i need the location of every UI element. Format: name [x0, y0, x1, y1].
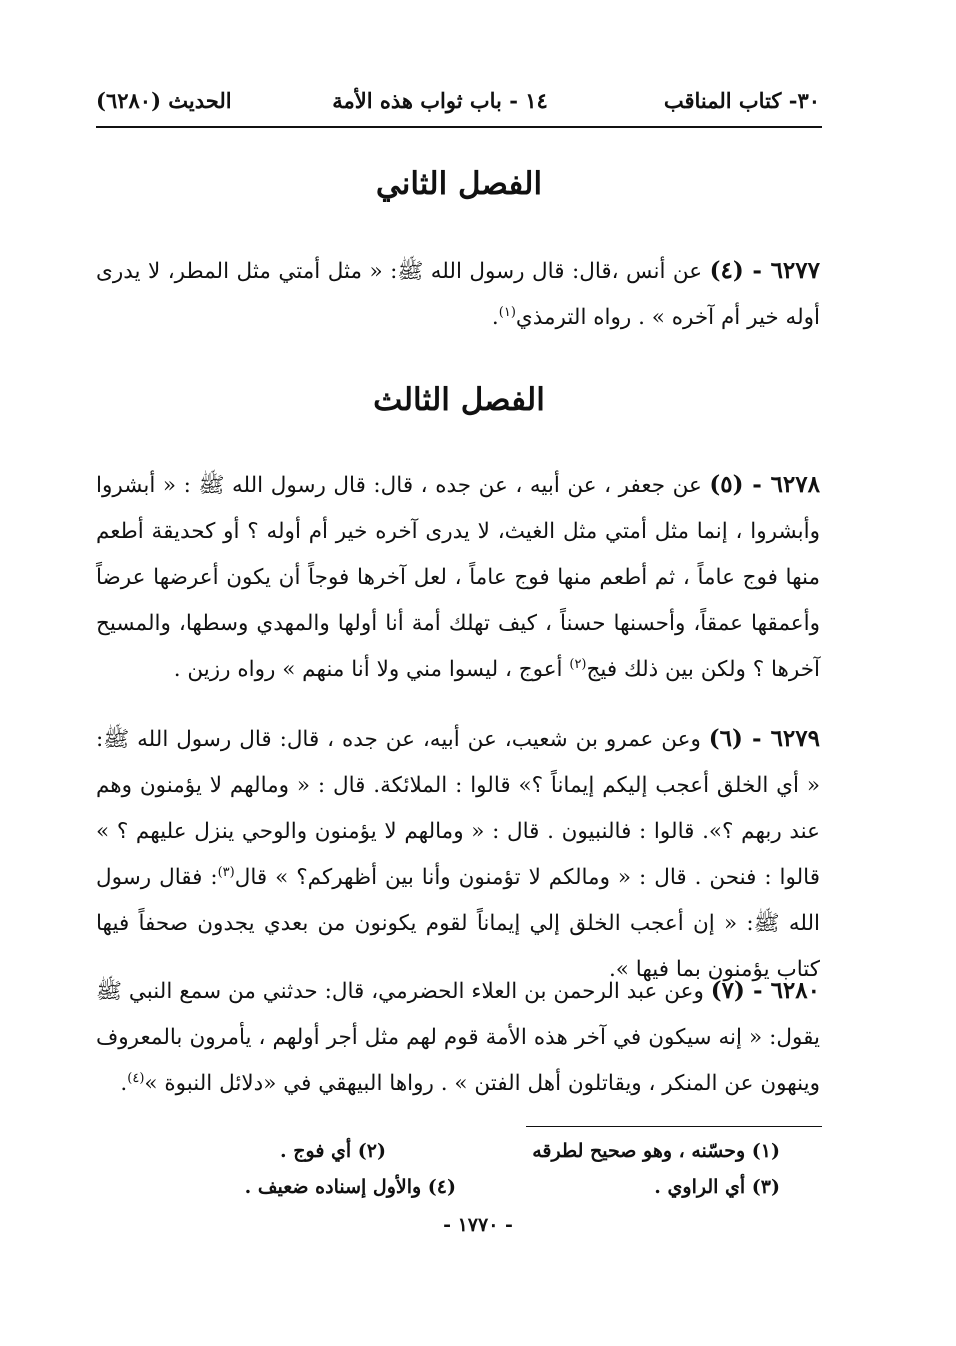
footnote-1: (١) وحسّنه ، وهو صحيح لطرقه	[532, 1140, 780, 1162]
header-rule	[96, 126, 822, 128]
header-book-title: ٣٠- كتاب المناقب	[663, 88, 820, 113]
hadith-6277	[96, 248, 820, 341]
hadith-tail: .	[491, 305, 499, 330]
hadith-number: ٦٢٧٧ - (٤)	[709, 257, 820, 284]
footnote-2: (٢) أي فوج .	[280, 1140, 386, 1162]
hadith-tail: : فقال رسول الله ﷺ: « إن أعجب الخلق إلي إيماناً لقوم يكونون من بعدي يجدون صحفاً فيها كتاب يؤمنون بما فيها ».	[96, 865, 820, 982]
hadith-6279	[96, 716, 820, 993]
hadith-text: وعن عبد الرحمن بن العلاء الحضرمي، قال: حدثني من سمع النبي ﷺ يقول: « إنه سيكون في آخر هذه الأمة قوم لهم مثل أجر أولهم ، يأمرون بالمعروف وينهون عن المنكر ، ويقاتلون أهل الفتن » . رواها البيهقي في «دلائل النبوة »	[96, 979, 820, 1096]
footnote-3: (٣) أي الراوي .	[654, 1176, 780, 1198]
hadith-number: ٦٢٧٩ - (٦)	[708, 725, 820, 752]
hadith-number: ٦٢٧٨ - (٥)	[709, 471, 820, 498]
section-title-second: الفصل الثاني	[375, 166, 543, 202]
hadith-tail: .	[120, 1071, 128, 1096]
footnote-marker: (١)	[498, 304, 516, 320]
hadith-6278	[96, 462, 820, 693]
hadith-text: وعن عمرو بن شعيب، عن أبيه، عن جده ، قال: قال رسول الله ﷺ: « أي الخلق أعجب إليكم إيماناً ؟» قالوا : الملائكة. قال : « ومالهم لا يؤمنون وهم عند ربهم ؟». قالوا : فالنبيون . قال : « ومالهم لا يؤمنون والوحي ينزل عليهم ؟ » قالوا : فنحن . قال : « ومالكم لا تؤمنون وأنا بين أظهركم؟ » قال	[96, 727, 820, 890]
page-number: - ١٧٧٠ -	[443, 1214, 513, 1236]
footnote-divider	[526, 1126, 822, 1127]
hadith-text: عن جعفر ، عن أبيه ، عن جده ، قال: قال رسول الله ﷺ : « أبشروا وأبشروا ، إنما مثل أمتي مثل الغيث، لا يدرى آخره خير أم أوله ؟ أو كحديقة أطعم منها فوج عاماً ، ثم أطعم منها فوج عاماً ، لعل آخرها فوجاً أن يكون أعرضها عرضاً وأعمقها عمقاً، وأحسنها حسناً ، كيف تهلك أمة أنا أولها والمهدي وسطها، والمسيح آخرها ؟ ولكن بين ذلك فيج	[96, 473, 820, 682]
running-header	[96, 82, 820, 122]
footnote-marker: (٤)	[127, 1070, 145, 1086]
hadith-number: ٦٢٨٠ - (٧)	[710, 977, 820, 1004]
hadith-tail: أعوج ، ليسوا مني ولا أنا منهم » رواه رزين .	[173, 657, 563, 682]
footnote-4: (٤) والأول إسناده ضعيف .	[244, 1176, 456, 1198]
header-chapter-title: ١٤ - باب ثواب هذه الأمة	[332, 88, 548, 113]
footnote-marker: (٢)	[569, 656, 587, 672]
section-title-third: الفصل الثالث	[373, 382, 545, 418]
hadith-6280	[96, 968, 820, 1107]
header-hadith-range: الحديث (٦٢٨٠)	[96, 88, 232, 113]
footnote-marker: (٣)	[217, 864, 235, 880]
hadith-text: عن أنس ،قال: قال رسول الله ﷺ: « مثل أمتي مثل المطر، لا يدرى أوله خير أم آخره » . رواه الترمذي	[96, 259, 820, 330]
